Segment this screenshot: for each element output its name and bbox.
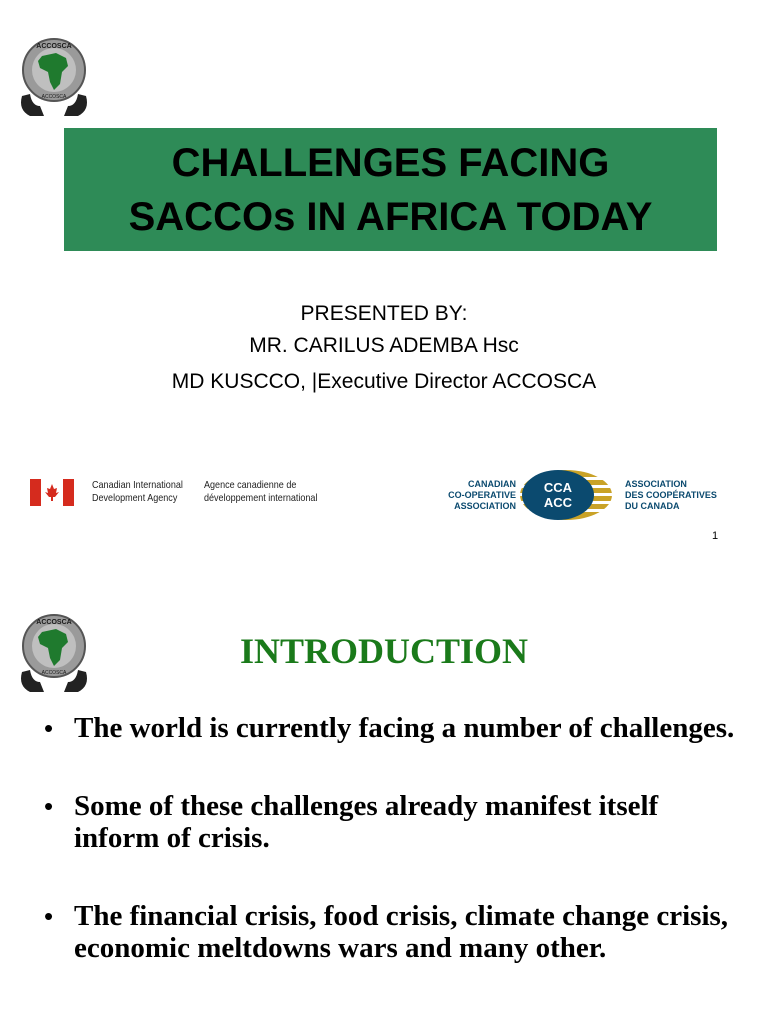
bullet-marker: •: [44, 791, 54, 821]
accosca-logo: [16, 36, 92, 120]
slide-title: INTRODUCTION: [239, 631, 529, 671]
cca-fr-line-2: DES COOPÉRATIVES: [625, 490, 717, 500]
title-line-1: CHALLENGES FACING: [171, 140, 610, 185]
cida-en-line-2: Development Agency: [92, 492, 178, 504]
cca-emblem-top: CCA: [543, 480, 573, 495]
bullet-marker: •: [44, 901, 54, 931]
logo-text-bottom: ACCOSCA: [41, 670, 67, 676]
cca-french-name: [625, 479, 735, 512]
cca-logo: [430, 466, 730, 526]
bullet-item: [40, 790, 740, 854]
title-line-2: SACCOs IN AFRICA TODAY: [128, 194, 653, 239]
bullet-item: [40, 712, 740, 744]
bullet-text: Some of these challenges already manifest itself inform of crisis.: [74, 790, 659, 854]
cca-en-line-3: ASSOCIATION: [454, 501, 516, 511]
logo-text-bottom: ACCOSCA: [41, 94, 67, 100]
cca-fr-line-3: DU CANADA: [625, 501, 680, 511]
bullet-list: [40, 712, 740, 1010]
cca-en-line-1: CANADIAN: [468, 479, 516, 489]
cida-fr-line-2: développement international: [204, 492, 318, 504]
cida-french-name: [204, 479, 342, 505]
cca-fr-line-1: ASSOCIATION: [625, 479, 687, 489]
cida-english-name: [92, 479, 204, 505]
presented-by-label: PRESENTED BY:: [300, 302, 468, 325]
title-banner: [64, 128, 717, 251]
presenter-name: MR. CARILUS ADEMBA Hsc: [249, 334, 519, 357]
bullet-text: The financial crisis, food crisis, climate change crisis, economic meltdowns wars and many other.: [74, 900, 729, 964]
cca-emblem-bottom: ACC: [543, 495, 573, 510]
cida-en-line-1: Canadian International: [92, 479, 183, 491]
page-number: 1: [712, 530, 719, 542]
presenter-role: MD KUSCCO, |Executive Director ACCOSCA: [171, 370, 597, 393]
canada-flag-icon: [30, 479, 74, 506]
bullet-item: [40, 900, 740, 964]
introduction-slide: [0, 586, 768, 1024]
cca-en-line-2: CO-OPERATIVE: [448, 490, 516, 500]
bullet-text: The world is currently facing a number of challenges.: [74, 712, 735, 744]
cca-english-name: [436, 479, 516, 512]
logo-text-top: ACCOSCA: [36, 43, 72, 50]
cca-emblem-icon: [518, 469, 614, 521]
cida-logo: [30, 479, 318, 506]
logo-text-top: ACCOSCA: [36, 619, 72, 626]
cida-fr-line-1: Agence canadienne de: [204, 479, 297, 491]
bullet-marker: •: [44, 713, 54, 743]
